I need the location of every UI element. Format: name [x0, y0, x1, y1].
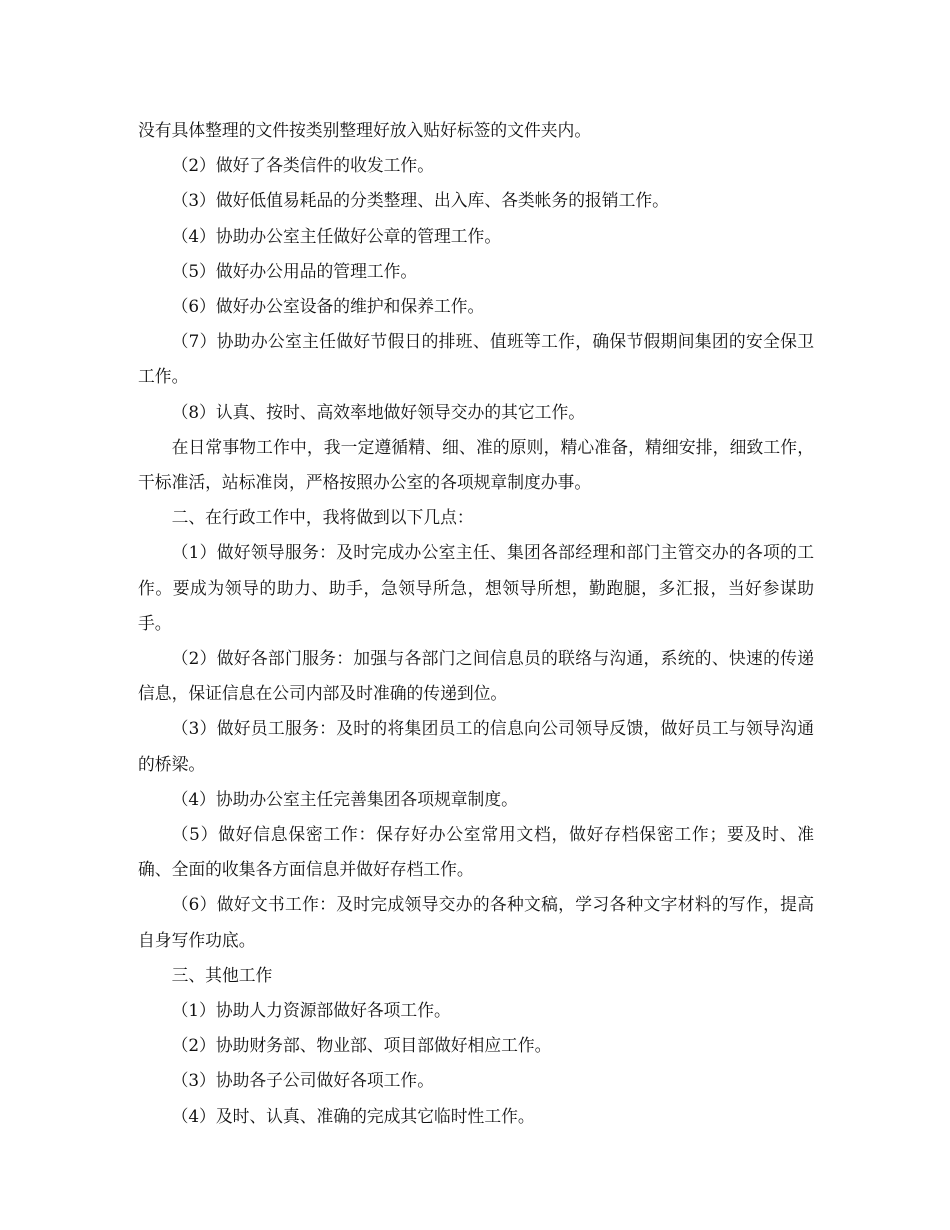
paragraph-other-2: （2）协助财务部、物业部、项目部做好相应工作。: [171, 1035, 552, 1056]
paragraph-item-8: （8）认真、按时、高效率地做好领导交办的其它工作。: [171, 401, 586, 422]
paragraph-item-6: （6）做好办公室设备的维护和保养工作。: [171, 296, 485, 317]
section-heading-administrative: 二、在行政工作中，我将做到以下几点：: [171, 507, 474, 528]
paragraph-daily-work-summary: 在日常事物工作中，我一定遵循精、细、准的原则，精心准备，精细安排，细致工作，干标准活，站标准岗，严格按照办公室的各项规章制度办事。: [138, 436, 814, 493]
section-heading-other-work: 三、其他工作: [171, 964, 273, 985]
paragraph-item-2: （2）做好了各类信件的收发工作。: [171, 155, 434, 176]
paragraph-item-4: （4）协助办公室主任做好公章的管理工作。: [171, 225, 502, 246]
paragraph-admin-2: （2）做好各部门服务：加强与各部门之间信息员的联络与沟通，系统的、快速的传递信息，保证信息在公司内部及时准确的传递到位。: [138, 648, 814, 704]
paragraph-admin-1: （1）做好领导服务：及时完成办公室主任、集团各部经理和部门主管交办的各项的工作。要成为领导的助力、助手，急领导所急，想领导所想，勤跑腿，多汇报，当好参谋助手。: [138, 542, 814, 633]
paragraph-admin-4: （4）协助办公室主任完善集团各项规章制度。: [171, 788, 518, 809]
paragraph-item-5: （5）做好办公用品的管理工作。: [171, 260, 418, 281]
paragraph-item-7: （7）协助办公室主任做好节假日的排班、值班等工作，确保节假期间集团的安全保卫工作。: [138, 331, 814, 387]
paragraph-admin-3: （3）做好员工服务：及时的将集团员工的信息向公司领导反馈，做好员工与领导沟通的桥梁。: [138, 718, 814, 774]
paragraph-other-3: （3）协助各子公司做好各项工作。: [171, 1070, 434, 1091]
paragraph-continuation: 没有具体整理的文件按类别整理好放入贴好标签的文件夹内。: [138, 120, 592, 140]
paragraph-admin-5: （5）做好信息保密工作：保存好办公室常用文档，做好存档保密工作；要及时、准确、全面的收集各方面信息并做好存档工作。: [138, 824, 814, 880]
paragraph-item-3: （3）做好低值易耗品的分类整理、出入库、各类帐务的报销工作。: [171, 190, 669, 211]
paragraph-other-4: （4）及时、认真、准确的完成其它临时性工作。: [171, 1105, 535, 1126]
document-body: [138, 113, 814, 1134]
paragraph-admin-6: （6）做好文书工作：及时完成领导交办的各种文稿，学习各种文字材料的写作，提高自身写作功底。: [138, 894, 814, 950]
paragraph-other-1: （1）协助人力资源部做好各项工作。: [171, 1000, 451, 1021]
